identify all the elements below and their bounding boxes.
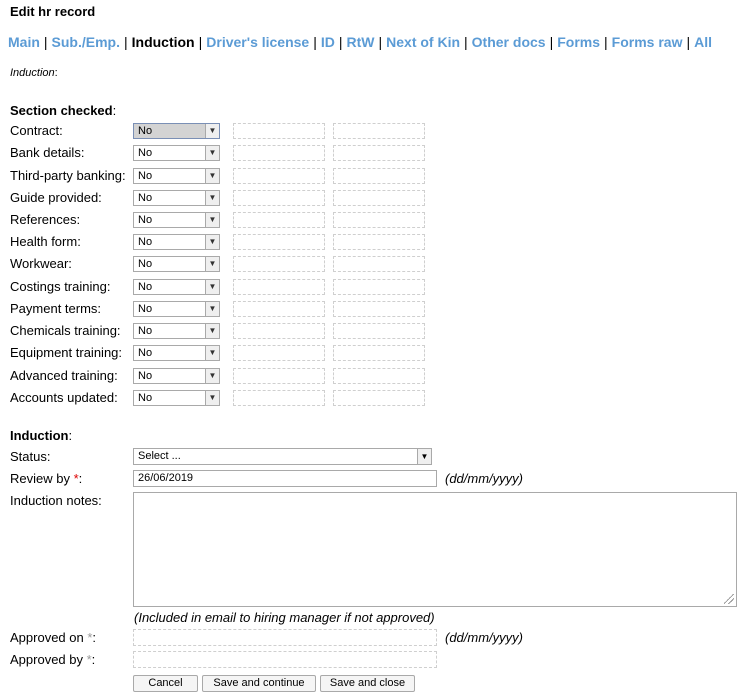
nav-separator: | (338, 34, 343, 50)
nav-induction-current: Induction (131, 34, 195, 50)
induction-heading (10, 428, 72, 443)
chevron-down-icon: ▼ (205, 213, 219, 227)
nav-separator: | (464, 34, 468, 50)
section-crumb (10, 67, 58, 79)
row-label-chemicals-training: Chemicals training: (10, 323, 121, 338)
review-by-label (10, 471, 82, 486)
section-checked-colon: : (112, 103, 117, 118)
nav-other-docs[interactable]: Other docs (471, 34, 546, 50)
accounts-updated-extra-1[interactable] (233, 390, 325, 406)
chevron-down-icon: ▼ (205, 191, 219, 205)
payment-terms-select[interactable] (133, 301, 220, 317)
row-label-payment-terms: Payment terms: (10, 301, 102, 316)
contract-value: No (138, 125, 153, 137)
chevron-down-icon: ▼ (417, 449, 431, 464)
row-label-equipment-training: Equipment training: (10, 345, 123, 360)
chevron-down-icon: ▼ (205, 346, 219, 360)
equipment-training-select[interactable] (133, 345, 220, 361)
review-by-colon: : (78, 471, 83, 486)
nav-separator: | (123, 34, 128, 50)
resize-grip-icon[interactable] (724, 594, 734, 604)
review-by-value: 26/06/2019 (138, 472, 194, 484)
approved-by-input[interactable] (133, 651, 437, 668)
nav-drivers-license[interactable]: Driver's license (206, 34, 310, 50)
approved-by-label (10, 652, 95, 667)
contract-extra-2[interactable] (333, 123, 425, 139)
required-mark: * (86, 652, 92, 667)
record-nav (8, 34, 712, 50)
chemicals-training-select[interactable] (133, 323, 220, 339)
save-and-close-button[interactable]: Save and close (320, 675, 415, 692)
references-extra-2[interactable] (333, 212, 425, 228)
nav-separator: | (313, 34, 317, 50)
bank-details-value: No (138, 147, 153, 159)
guide-provided-value: No (138, 192, 153, 204)
costings-training-select[interactable] (133, 279, 220, 295)
third-party-banking-select[interactable] (133, 168, 220, 184)
guide-provided-select[interactable] (133, 190, 220, 206)
status-select[interactable] (133, 448, 432, 465)
nav-forms-raw[interactable]: Forms raw (611, 34, 683, 50)
guide-provided-extra-2[interactable] (333, 190, 425, 206)
required-mark: * (73, 471, 79, 486)
health-form-value: No (138, 236, 153, 248)
approved-on-text: Approved on (10, 630, 88, 645)
contract-extra-1[interactable] (233, 123, 325, 139)
workwear-extra-2[interactable] (333, 256, 425, 272)
approved-by-colon: : (91, 652, 96, 667)
nav-separator: | (198, 34, 203, 50)
health-form-extra-1[interactable] (233, 234, 325, 250)
row-label-third-party-banking: Third-party banking: (10, 168, 126, 183)
guide-provided-extra-1[interactable] (233, 190, 325, 206)
equipment-training-extra-2[interactable] (333, 345, 425, 361)
approved-on-colon: : (92, 630, 97, 645)
bank-details-extra-2[interactable] (333, 145, 425, 161)
equipment-training-value: No (138, 347, 153, 359)
section-checked-title: Section checked (10, 103, 113, 118)
induction-notes-textarea[interactable] (133, 492, 737, 607)
chevron-down-icon: ▼ (205, 302, 219, 316)
page-title: Edit hr record (10, 4, 96, 19)
chemicals-training-extra-2[interactable] (333, 323, 425, 339)
status-label: Status: (10, 449, 51, 464)
section-checked-heading (10, 103, 116, 118)
required-mark: * (87, 630, 93, 645)
third-party-banking-extra-1[interactable] (233, 168, 325, 184)
chemicals-training-value: No (138, 325, 153, 337)
induction-notes-hint: (Included in email to hiring manager if not approved) (134, 610, 435, 625)
workwear-value: No (138, 258, 153, 270)
cancel-button[interactable]: Cancel (133, 675, 198, 692)
payment-terms-value: No (138, 303, 153, 315)
accounts-updated-extra-2[interactable] (333, 390, 425, 406)
approved-on-date-hint: (dd/mm/yyyy) (445, 630, 523, 645)
save-and-continue-button[interactable]: Save and continue (202, 675, 316, 692)
nav-main[interactable]: Main (8, 34, 40, 50)
health-form-extra-2[interactable] (333, 234, 425, 250)
row-label-advanced-training: Advanced training: (10, 368, 118, 383)
references-select[interactable] (133, 212, 220, 228)
chevron-down-icon: ▼ (205, 235, 219, 249)
third-party-banking-extra-2[interactable] (333, 168, 425, 184)
advanced-training-value: No (138, 370, 153, 382)
contract-select[interactable] (133, 123, 220, 139)
nav-forms[interactable]: Forms (557, 34, 601, 50)
review-by-input[interactable] (133, 470, 437, 487)
induction-notes-label: Induction notes: (10, 493, 102, 508)
induction-title: Induction (10, 428, 69, 443)
nav-separator: | (549, 34, 554, 50)
crumb-label: Induction (10, 67, 55, 79)
approved-on-input[interactable] (133, 629, 437, 646)
payment-terms-extra-1[interactable] (233, 301, 325, 317)
nav-separator: | (686, 34, 691, 50)
row-label-workwear: Workwear: (10, 256, 72, 271)
row-label-guide-provided: Guide provided: (10, 190, 102, 205)
accounts-updated-value: No (138, 392, 153, 404)
advanced-training-extra-1[interactable] (233, 368, 325, 384)
nav-rtw[interactable]: RtW (346, 34, 375, 50)
row-label-accounts-updated: Accounts updated: (10, 390, 118, 405)
chemicals-training-extra-1[interactable] (233, 323, 325, 339)
chevron-down-icon: ▼ (205, 257, 219, 271)
row-label-references: References: (10, 212, 81, 227)
row-label-bank-details: Bank details: (10, 145, 85, 160)
advanced-training-extra-2[interactable] (333, 368, 425, 384)
review-by-text: Review by (10, 471, 74, 486)
health-form-select[interactable] (133, 234, 220, 250)
chevron-down-icon: ▼ (205, 280, 219, 294)
induction-colon: : (68, 428, 73, 443)
costings-training-extra-2[interactable] (333, 279, 425, 295)
equipment-training-extra-1[interactable] (233, 345, 325, 361)
references-extra-1[interactable] (233, 212, 325, 228)
bank-details-select[interactable] (133, 145, 220, 161)
review-by-date-hint: (dd/mm/yyyy) (445, 471, 523, 486)
nav-all[interactable]: All (694, 34, 712, 50)
nav-separator: | (604, 34, 608, 50)
nav-separator: | (43, 34, 48, 50)
row-label-health-form: Health form: (10, 234, 81, 249)
chevron-down-icon: ▼ (205, 324, 219, 338)
workwear-extra-1[interactable] (233, 256, 325, 272)
approved-by-text: Approved by (10, 652, 87, 667)
crumb-colon: : (54, 67, 58, 79)
nav-sub-emp[interactable]: Sub./Emp. (51, 34, 120, 50)
chevron-down-icon: ▼ (205, 146, 219, 160)
nav-separator: | (378, 34, 383, 50)
nav-id[interactable]: ID (320, 34, 335, 50)
nav-next-of-kin[interactable]: Next of Kin (386, 34, 461, 50)
row-label-contract: Contract: (10, 123, 63, 138)
chevron-down-icon: ▼ (205, 369, 219, 383)
third-party-banking-value: No (138, 170, 153, 182)
bank-details-extra-1[interactable] (233, 145, 325, 161)
workwear-select[interactable] (133, 256, 220, 272)
row-label-costings-training: Costings training: (10, 279, 111, 294)
references-value: No (138, 214, 153, 226)
approved-on-label (10, 630, 96, 645)
accounts-updated-select[interactable] (133, 390, 220, 406)
chevron-down-icon: ▼ (205, 391, 219, 405)
costings-training-value: No (138, 281, 153, 293)
chevron-down-icon: ▼ (205, 169, 219, 183)
costings-training-extra-1[interactable] (233, 279, 325, 295)
advanced-training-select[interactable] (133, 368, 220, 384)
chevron-down-icon: ▼ (205, 124, 219, 138)
status-value: Select ... (138, 450, 181, 462)
payment-terms-extra-2[interactable] (333, 301, 425, 317)
